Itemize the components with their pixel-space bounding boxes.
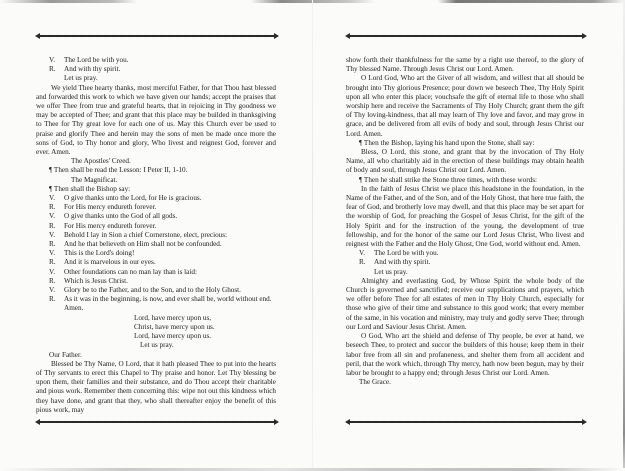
versicle-text: And with thy spirit. [374,258,431,267]
versicle-label: V. [49,56,56,64]
versicle-text: As it was in the beginning, is now, and ever shall be, world without end. Amen. [64,295,272,313]
versicle-line [36,249,276,258]
rubric-line: ¶ Then shall be read the Lesson: I Peter II, 1-10. [49,166,188,175]
rubric-line: ¶ Then he shall strike the Stone three times, with these words: [359,175,537,184]
versicle-line [36,222,276,231]
versicle-text: The Lord be with you. [64,56,129,64]
versicle-line [346,258,584,267]
prayer-paragraph: We yield Thee hearty thanks, most merciful Father, for that Thou hast blessed and forwarded this work to which we have given our hands; accept the praises that we offer Thee from true and grateful hearts, that in rejoicing in Thy goodness we may be accepted of Thee; and grant that this place may be builded in thanksgiving to Thee for Thy great love for each one of us. May this Church ever be used to praise and glorify Thee and herein may the sons of men be made once more the sons of God, to Thy honor and glory, Who livest and reignest God, forever and ever. Amen. [36,83,276,157]
versicle-line [36,295,276,313]
heading-line: The Magnificat. [71,175,118,184]
kyrie-line: Lord, have mercy upon us, [134,313,212,322]
bidding-line: Let us pray. [140,341,174,350]
versicle-text: And he that believeth on Him shall not be confounded. [64,240,222,249]
versicle-text: For His mercy endureth forever. [64,221,157,230]
prayer-paragraph: Almighty and everlasting God, by Whose Spirit the whole body of the Church is governed and sanctified; receive our supplications and prayers, which we offer before Thee for all estates of men in Thy Holy Church, especially for those who give of their time and substance to this good work; that every member of the same, in his vocation and ministry, may truly and godly serve Thee; through our Lord and Saviour Jesus Christ. Amen. [346,276,584,331]
prayer-paragraph: O God, Who art the shield and defense of Thy people, be ever at hand, we beseech Thee, to protect and succor the builders of this house; keep them in their labor free from all sin and profaneness, and shelter them from all accident and peril, that the work which, through Thy mercy, hath now been begun, may by their labor be brought to a happy end; through Jesus Christ our Lord. Amen. [346,332,584,377]
left-page-text [36,56,276,415]
versicle-label: R. [49,258,56,267]
versicle-label: R. [49,295,56,304]
versicle-label: R. [49,221,56,230]
versicle-line [36,194,276,203]
versicle-text: And it is marvelous in our eyes. [64,258,156,267]
continued-paragraph: show forth their thankfulness for the same by a right use thereof, to the glory of Thy blessed Name. Through Jesus Christ our Lord. Amen. [346,56,584,74]
versicle-text: The Lord be with you. [374,249,439,258]
versicle-label: V. [49,230,56,239]
prayer-paragraph: O Lord God, Who art the Giver of all wisdom, and willest that all should be brought into Thy glorious Presence; pour down we beseech Thee, Thy Holy Spirit upon all who enter this place; vouchsafe the gift of eternal life to those who shall worship here and receive the Sacraments of Thy Holy Church; grant them the gift of Thy loving-kindness, that all may learn of Thy love and favor, and may grow in grace, and be delivered from all evils of body and soul, through Jesus Christ our Lord. Amen. [346,74,584,138]
prayer-paragraph: In the faith of Jesus Christ we place this headstone in the foundation, in the Name of the Father, and of the Son, and of the Holy Ghost, that here true faith, the fear of God, and brotherly love may dwell, and that this place may be set apart for the worship of God, for preaching the Gospel of Jesus Christ, for the gift of the Holy Spirit and for the instruction of the young, the development of true fellowship, and for the honor of the same our Lord Jesus Christ, Who livest and reignest with the Father and the Holy Ghost, One God, world without end. Amen. [346,184,584,249]
versicle-text: Behold I lay in Sion a chief Cornerstone, elect, precious: [64,230,228,239]
prayer-paragraph: Bless, O Lord, this stone, and grant that by the invocation of Thy Holy Name, all who charitably aid in the erection of these buildings may obtain health of body and soul, through Jesus Christ our Lord. Amen. [346,148,584,175]
kyrie-line: Lord, have mercy upon us. [134,332,212,341]
versicle-text: Glory be to the Father, and to the Son, and to the Holy Ghost. [64,286,241,295]
versicle-label: R. [49,65,56,74]
rubric-line: The Grace. [359,378,391,387]
versicle-line [36,258,276,267]
versicle-line [36,277,276,286]
right-page-text [346,56,584,387]
versicle-line [36,240,276,249]
versicle-line [36,286,276,295]
kyrie-line: Christ, have mercy upon us. [134,322,215,331]
versicle-line [36,65,276,74]
versicle-text: O give thanks unto the God of all gods. [64,212,178,221]
versicle-label: R. [49,240,56,249]
versicle-label: R. [49,203,56,212]
versicle-text: This is the Lord's doing! [64,249,135,258]
rubric-line: Our Father. [49,350,82,359]
versicle-line [36,203,276,212]
versicle-label: V. [49,249,56,258]
versicle-text: O give thanks unto the Lord, for He is gracious. [64,194,202,203]
rubric-line: ¶ Then shall the Bishop say: [49,184,131,193]
versicle-line [346,249,584,258]
versicle-line [36,56,276,65]
left-page [36,0,281,471]
versicle-text: Other foundations can no man lay than is laid: [64,267,197,276]
versicle-label: V. [49,212,56,221]
versicle-text: Which is Jesus Christ. [64,276,128,285]
versicle-label: R. [49,276,56,285]
versicle-label: V. [49,267,56,276]
page-gutter [312,0,313,471]
bidding-line: Let us pray. [64,74,98,83]
rubric-line: ¶ Then the Bishop, laying his hand upon the Stone, shall say: [359,138,535,147]
versicle-label: R. [359,258,366,267]
versicle-line [36,268,276,277]
versicle-line [36,212,276,221]
right-page [346,0,582,471]
versicle-text: And with thy spirit. [64,65,121,74]
prayer-paragraph: Blessed be Thy Name, O Lord, that it hath pleased Thee to put into the hearts of Thy servants to erect this Chapel to Thy praise and honor. Let Thy blessing be upon them, their families and their substance, and do Thou accept their charitable and pious work. Remember them concerning this: wipe not out this kindness which they have done, and grant that they, who shall thereafter enjoy the benefit of this pious work, may [36,359,276,414]
versicle-line [36,231,276,240]
versicle-text: For His mercy endureth forever. [64,203,157,212]
versicle-label: V. [49,194,56,203]
bidding-line: Let us pray. [374,267,408,276]
versicle-label: V. [49,286,56,295]
versicle-label: V. [359,249,366,258]
heading-line: The Apostles' Creed. [71,157,131,166]
